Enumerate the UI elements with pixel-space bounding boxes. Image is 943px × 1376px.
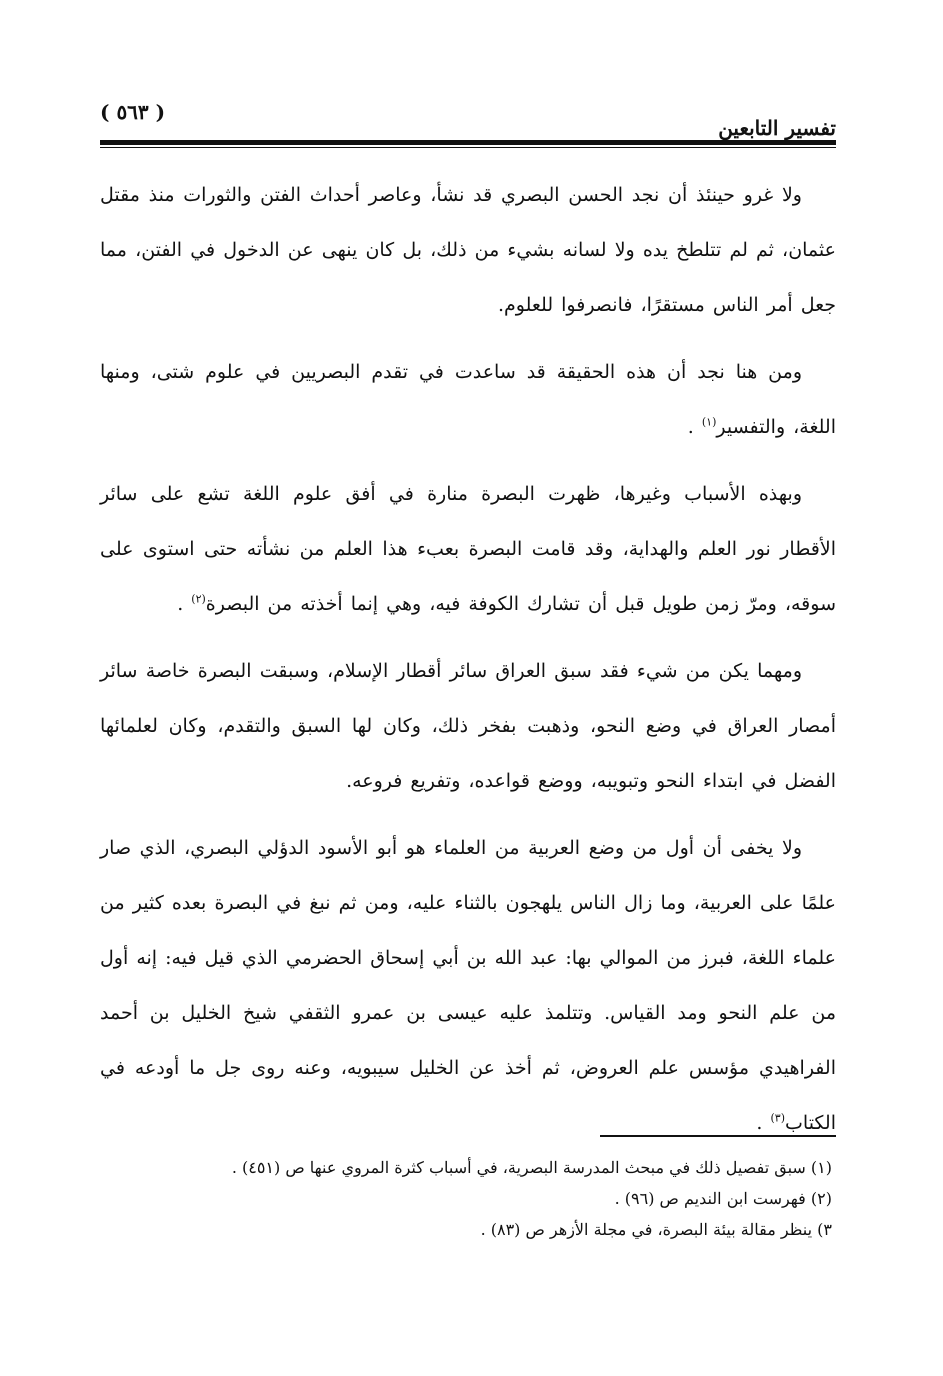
paragraph-2: ومن هنا نجد أن هذه الحقيقة قد ساعدت في تقدم البصريين في علوم شتى، ومنها اللغة، والتفسير$^{(١)}$ .	[100, 361, 836, 438]
paragraph-5: ولا يخفى أن أول من وضع العربية من العلماء هو أبو الأسود الدؤلي البصري، الذي صار علمًا على العربية، وما زال الناس يلهجون بالثناء عليه، ومن ثم نبغ في البصرة بعده كثير من علماء اللغة، فبرز من الموالي بها: عبد الله بن أبي إسحاق الحضرمي الذي قيل فيه: إنه أول من علم النحو ومد القياس. وتتلمذ عليه عيسى بن عمرو الثقفي شيخ الخليل بن أحمد الفراهيدي مؤسس علم العروض، ثم أخذ عن الخليل سيبويه، وعنه روى جل ما أودعه في الكتاب$^{(٣)}$ .	[100, 837, 836, 1134]
footnote-2: (٢) فهرست ابن النديم ص (٩٦) .	[614, 1189, 832, 1208]
footnote-ref-2: (٢)	[191, 592, 206, 606]
footnote-ref-3: (٣)	[770, 1111, 786, 1125]
header-rule-thin	[100, 147, 836, 148]
page-number: ( ٥٦٣ )	[100, 100, 166, 124]
footnote-1: (١) سبق تفصيل ذلك في مبحث المدرسة البصرية، في أسباب كثرة المروي عنها ص (٤٥١) .	[231, 1158, 832, 1177]
footnote-separator	[600, 1135, 836, 1137]
page-header	[100, 96, 836, 146]
footnote-ref-1: (١)	[701, 415, 717, 429]
paragraph-4: ومهما يكن من شيء فقد سبق العراق سائر أقطار الإسلام، وسبقت البصرة خاصة سائر أمصار العراق في وضع النحو، وذهبت بفخر ذلك، وكان لها السبق والتقدم، وكان لعلمائها الفضل في ابتداء النحو وتبويبه، ووضع قواعده، وتفريع فروعه.	[100, 660, 836, 792]
footnote-3: ٣) ينظر مقالة بيئة البصرة، في مجلة الأزهر ص (٨٣) .	[480, 1220, 832, 1239]
footnotes	[100, 1152, 836, 1245]
paragraph-3: وبهذه الأسباب وغيرها، ظهرت البصرة منارة في أفق علوم اللغة تشع على سائر الأقطار نور العلم والهداية، وقد قامت البصرة بعبء هذا العلم من نشأته حتى استوى على سوقه، ومرّ زمن طويل قبل أن تشارك الكوفة فيه، وهي إنما أخذته من البصرة$^{(٢)}$ .	[100, 483, 836, 615]
body-text	[100, 168, 836, 1163]
paragraph-1: ولا غرو حينئذ أن نجد الحسن البصري قد نشأ، وعاصر أحداث الفتن والثورات منذ مقتل عثمان، ثم لم تتلطخ يده ولا لسانه بشيء من ذلك، بل كان ينهى عن الدخول في الفتن، مما جعل أمر الناس مستقرًا، فانصرفوا للعلوم.	[100, 184, 836, 316]
book-title: تفسير التابعين	[718, 116, 836, 140]
header-rule	[100, 140, 836, 145]
